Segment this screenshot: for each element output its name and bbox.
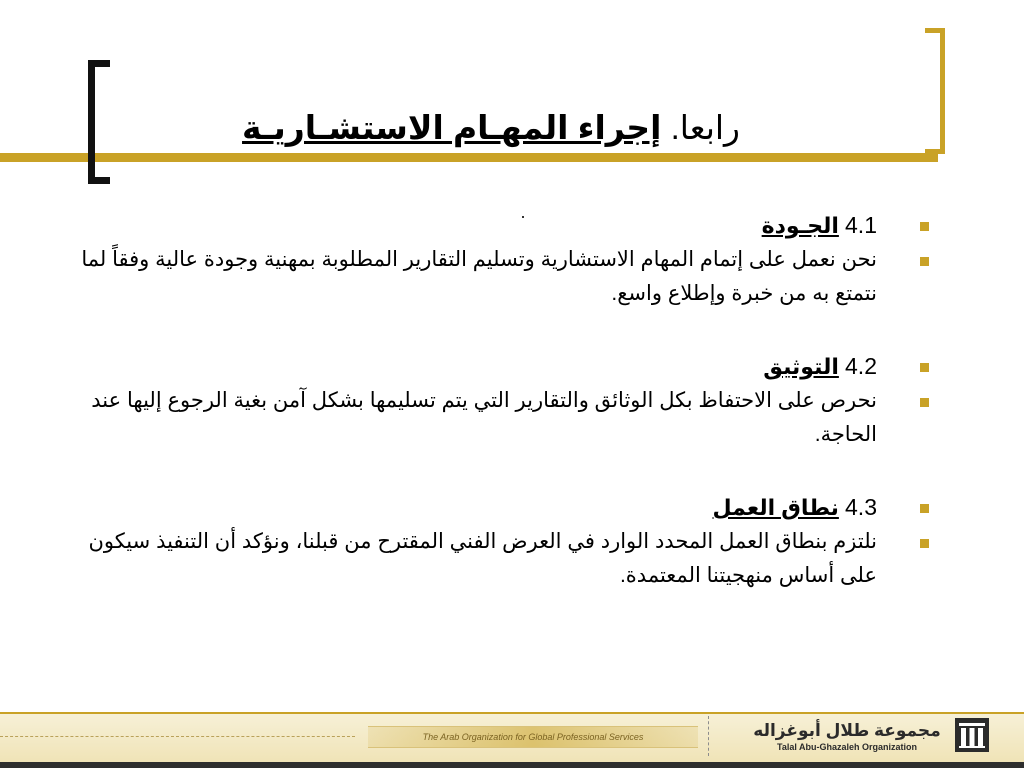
- footer-tagline: The Arab Organization for Global Professional Services: [368, 726, 698, 748]
- section-body-text: نحرص على الاحتفاظ بكل الوثائق والتقارير التي يتم تسليمها بشكل آمن بغية الرجوع إليها عند الحاجة.: [91, 389, 877, 446]
- left-bracket-decoration: [88, 60, 110, 184]
- footer-bottom-bar: [0, 762, 1024, 768]
- footer-separator: [708, 716, 711, 756]
- section-heading-text: الجـودة: [761, 213, 839, 238]
- org-name-english: Talal Abu-Ghazaleh Organization: [776, 742, 917, 752]
- section-heading-scope: [55, 490, 935, 525]
- section-body-documentation: [55, 384, 935, 452]
- org-name-arabic: مجموعة طلال أبوغزاله: [753, 721, 941, 740]
- section-body-scope: [55, 525, 935, 593]
- footer-rule: [0, 712, 1024, 714]
- gold-rule: [0, 153, 938, 162]
- bullet-square-icon: [920, 257, 929, 266]
- tag-logo-icon: [955, 718, 989, 752]
- title-main: إجراء المهـام الاستشـاريـة: [242, 109, 662, 146]
- section-heading-text: التوثيق: [763, 354, 839, 379]
- section-number: 4.2: [845, 353, 877, 379]
- content-list: [55, 208, 935, 593]
- section-heading-text: نطاق العمل: [712, 495, 839, 520]
- section-body-text: نلتزم بنطاق العمل المحدد الوارد في العرض الفني المقترح من قبلنا، ونؤكد أن التنفيذ سيكون على أساس منهجيتنا المعتمدة.: [88, 530, 877, 587]
- section-body-text: نحن نعمل على إتمام المهام الاستشارية وتسليم التقارير المطلوبة بمهنية وجودة عالية وفقاً لما نتمتع به من خبرة وإطلاع واسع.: [81, 248, 877, 305]
- bullet-square-icon: [920, 504, 929, 513]
- section-body-quality: [55, 243, 935, 311]
- bullet-square-icon: [920, 539, 929, 548]
- section-number: 4.1: [845, 212, 877, 238]
- title-prefix: رابعا.: [670, 109, 740, 146]
- bullet-square-icon: [920, 398, 929, 407]
- bullet-square-icon: [920, 222, 929, 231]
- right-bracket-decoration: [925, 28, 945, 154]
- section-heading-quality: [55, 208, 935, 243]
- bullet-square-icon: [920, 363, 929, 372]
- section-heading-documentation: [55, 349, 935, 384]
- slide-title: [236, 106, 746, 150]
- footer-band: [0, 712, 1024, 768]
- section-number: 4.3: [845, 494, 877, 520]
- footer-dashed-line: [0, 736, 355, 737]
